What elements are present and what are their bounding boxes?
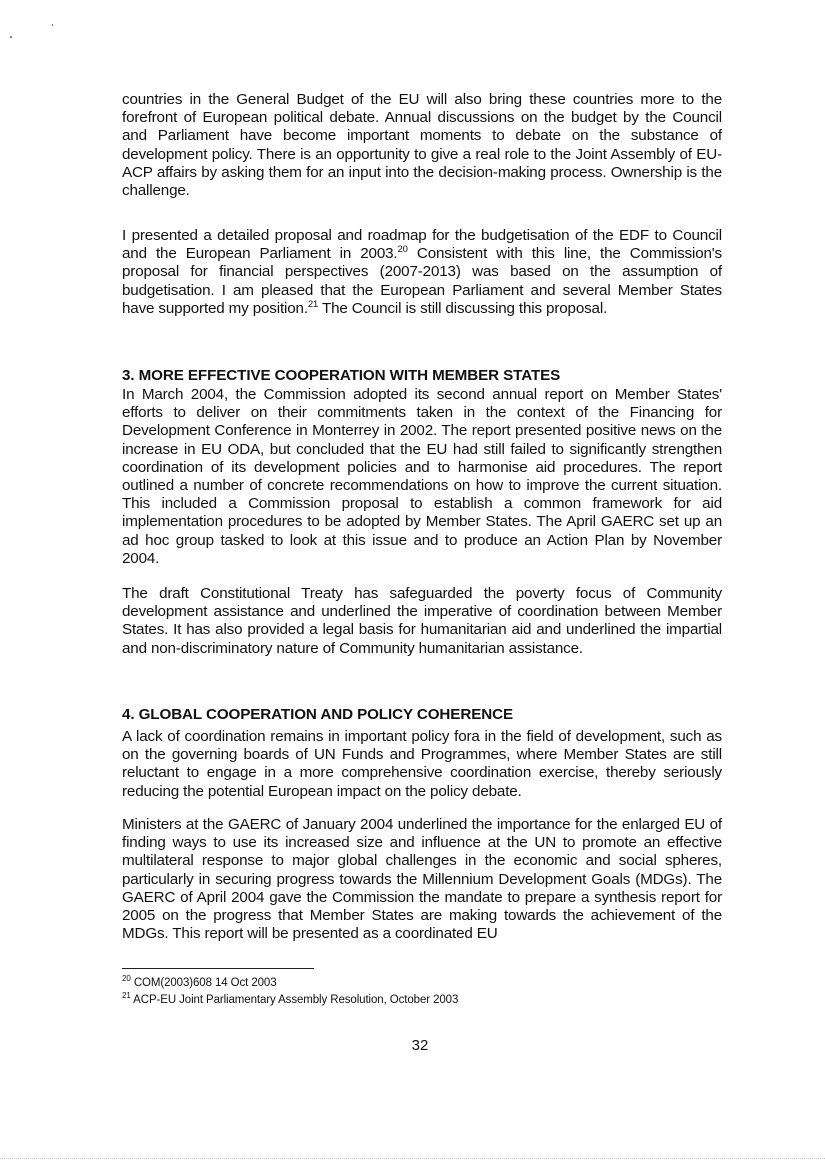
paragraph-text: The Council is still discussing this proposal. — [318, 299, 608, 317]
footnote-number: 20 — [122, 974, 131, 983]
page-number: 32 — [411, 1037, 429, 1054]
paragraph-constitutional-treaty: The draft Constitutional Treaty has safeguarded the poverty focus of Community development assistance and underlined the imperative of coordination between Member States. It has also provided a legal basis for humanitarian aid and underlined the impartial and non-discriminatory nature of Community humanitarian assistance. — [122, 585, 722, 657]
scan-edge-line — [0, 1158, 825, 1159]
footnote-text: ACP-EU Joint Parliamentary Assembly Resolution, October 2003 — [133, 994, 459, 1006]
footnote-ref-21: 21 — [307, 298, 319, 310]
footnote-ref-20: 20 — [397, 244, 408, 256]
scan-speck — [10, 36, 12, 38]
paragraph-text: I presented a detailed proposal and roadmap for the budgetisation of the EDF to Council and the European Parliament in 2003. — [122, 227, 722, 263]
paragraph-lack-of-coordination: A lack of coordination remains in important policy fora in the field of development, such as on the governing boards of UN Funds and Programmes, where Member States are still reluctant to engage in a more comprehensive coordination exercise, thereby seriously reducing the potential European impact on the policy debate. — [122, 728, 722, 800]
scan-speck — [52, 24, 53, 26]
footnote-number: 21 — [122, 991, 131, 1000]
paragraph-budget-countries: countries in the General Budget of the EU will also bring these countries more to the forefront of European political debate. Annual discussions on the budget by the Council and Parliament have become important moments to debate on the substance of development policy. There is an opportunity to give a real role to the Joint Assembly of EU-ACP affairs by asking them for an input into the decision-making process. Ownership is the challenge. — [122, 91, 722, 200]
footnote-separator — [122, 968, 314, 969]
footnote-text: COM(2003)608 14 Oct 2003 — [133, 977, 277, 989]
paragraph-commission-report: In March 2004, the Commission adopted its second annual report on Member States' efforts to deliver on their commitments taken in the context of the Financing for Development Conference in Monterrey in 2002. The report presented positive news on the increase in EU ODA, but concluded that the EU had still failed to significantly strengthen coordination of its development policies and to harmonise aid procedures. The report outlined a number of concrete recommendations on how to improve the current situation. This included a Commission proposal to establish a common framework for aid implementation procedures to be adopted by Member States. The April GAERC set up an ad hoc group tasked to look at this issue and to produce an Action Plan by November 2004. — [122, 386, 722, 567]
section-3-heading: 3. MORE EFFECTIVE COOPERATION WITH MEMBER STATES — [122, 367, 561, 384]
section-4-heading: 4. GLOBAL COOPERATION AND POLICY COHERENCE — [122, 706, 513, 723]
paragraph-budgetisation-proposal — [122, 227, 722, 318]
footnote-20 — [122, 976, 722, 990]
footnote-21 — [122, 993, 722, 1007]
paragraph-text: Consistent with this line, the Commission's proposal for financial perspectives (2007-2013) was based on the assumption of budgetisation. I am pleased that the European Parliament and several Member States have supported my position. — [122, 245, 723, 317]
paragraph-gaerc-ministers: Ministers at the GAERC of January 2004 underlined the importance for the enlarged EU of finding ways to use its increased size and influence at the UN to promote an effective multilateral response to major global challenges in the economic and social spheres, particularly in securing progress towards the Millennium Development Goals (MDGs). The GAERC of April 2004 gave the Commission the mandate to prepare a synthesis report for 2005 on the progress that Member States are making towards the achievement of the MDGs. This report will be presented as a coordinated EU — [122, 816, 722, 943]
